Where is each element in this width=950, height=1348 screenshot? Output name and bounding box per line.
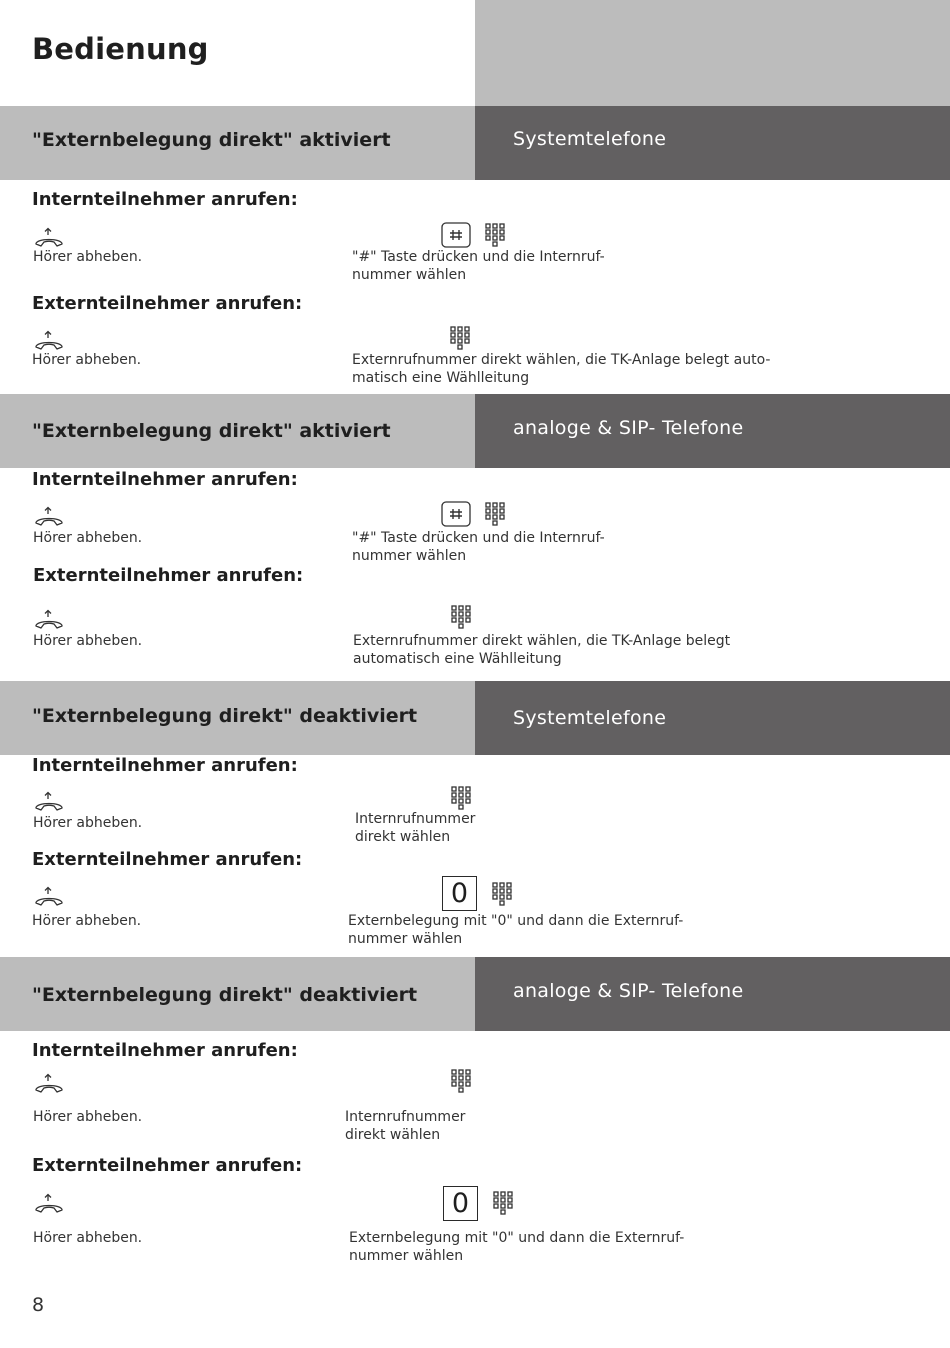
section-2-intern-heading: Internteilnehmer anrufen: [32, 469, 298, 490]
section-1-extern-step1: Hörer abheben. [32, 352, 142, 368]
section-1-intern-step2-line1: "#" Taste drücken und die Internruf- [352, 249, 605, 265]
keypad-icon [492, 1190, 514, 1218]
section-3-intern-step2-line2: direkt wählen [355, 829, 451, 845]
section-1-device: Systemtelefone [513, 128, 667, 150]
section-3-intern-step2-line1: Internrufnummer [355, 811, 476, 827]
section-4-intern-step2-line2: direkt wählen [345, 1127, 441, 1143]
section-2-intern-step1: Hörer abheben. [33, 530, 143, 546]
section-1-title: "Externbelegung direkt" aktiviert [32, 129, 391, 151]
section-1-extern-heading: Externteilnehmer anrufen: [32, 293, 303, 314]
section-4-device: analoge & SIP- Telefone [513, 980, 744, 1002]
section-2-extern-step2-line1: Externrufnummer direkt wählen, die TK-Anlage belegt [353, 633, 731, 649]
section-2-extern-heading: Externteilnehmer anrufen: [33, 565, 304, 586]
section-3-extern-heading: Externteilnehmer anrufen: [32, 849, 303, 870]
keypad-icon [491, 881, 513, 909]
section-1-intern-step2-line2: nummer wählen [352, 267, 467, 283]
section-3-intern-step1: Hörer abheben. [33, 815, 143, 831]
handset-lift-icon [34, 885, 64, 907]
section-3-extern-step2-line1: Externbelegung mit "0" und dann die Externruf- [348, 913, 684, 929]
handset-lift-icon [34, 329, 64, 351]
section-2-intern-step2-line1: "#" Taste drücken und die Internruf- [352, 530, 605, 546]
section-4-intern-step1: Hörer abheben. [33, 1109, 143, 1125]
page-number: 8 [32, 1294, 45, 1316]
section-3-intern-heading: Internteilnehmer anrufen: [32, 755, 298, 776]
section-3-extern-step1: Hörer abheben. [32, 913, 142, 929]
handset-lift-icon [34, 790, 64, 812]
section-1-extern-step2-line2: matisch eine Wählleitung [352, 370, 530, 386]
section-4-intern-step2-line1: Internrufnummer [345, 1109, 466, 1125]
section-3-extern-step2-line2: nummer wählen [348, 931, 463, 947]
section-1-extern-step2-line1: Externrufnummer direkt wählen, die TK-Anlage belegt auto- [352, 352, 771, 368]
header-gray-block [475, 0, 950, 106]
section-4-extern-step2-line1: Externbelegung mit "0" und dann die Externruf- [349, 1230, 685, 1246]
section-4-extern-step2-line2: nummer wählen [349, 1248, 464, 1264]
section-2-extern-step2-line2: automatisch eine Wählleitung [353, 651, 562, 667]
hash-key-icon [441, 222, 471, 248]
section-2-device: analoge & SIP- Telefone [513, 417, 744, 439]
zero-key-icon: 0 [443, 1186, 478, 1221]
hash-key-icon [441, 501, 471, 527]
handset-lift-icon [34, 226, 64, 248]
section-1-intern-heading: Internteilnehmer anrufen: [32, 189, 298, 210]
zero-key-icon: 0 [442, 876, 477, 911]
keypad-icon [484, 501, 506, 529]
handset-lift-icon [34, 505, 64, 527]
section-2-title: "Externbelegung direkt" aktiviert [32, 420, 391, 442]
section-4-title: "Externbelegung direkt" deaktiviert [32, 984, 418, 1006]
keypad-icon [450, 1068, 472, 1096]
section-4-extern-step1: Hörer abheben. [33, 1230, 143, 1246]
handset-lift-icon [34, 1192, 64, 1214]
handset-lift-icon [34, 1072, 64, 1094]
section-3-title: "Externbelegung direkt" deaktiviert [32, 705, 418, 727]
page-title: Bedienung [32, 32, 209, 66]
section-2-extern-step1: Hörer abheben. [33, 633, 143, 649]
section-3-device: Systemtelefone [513, 707, 667, 729]
keypad-icon [450, 785, 472, 813]
section-4-intern-heading: Internteilnehmer anrufen: [32, 1040, 298, 1061]
handset-lift-icon [34, 608, 64, 630]
keypad-icon [450, 604, 472, 632]
keypad-icon [484, 222, 506, 250]
section-1-intern-step1: Hörer abheben. [33, 249, 143, 265]
section-2-intern-step2-line2: nummer wählen [352, 548, 467, 564]
keypad-icon [449, 325, 471, 353]
section-4-extern-heading: Externteilnehmer anrufen: [32, 1155, 303, 1176]
